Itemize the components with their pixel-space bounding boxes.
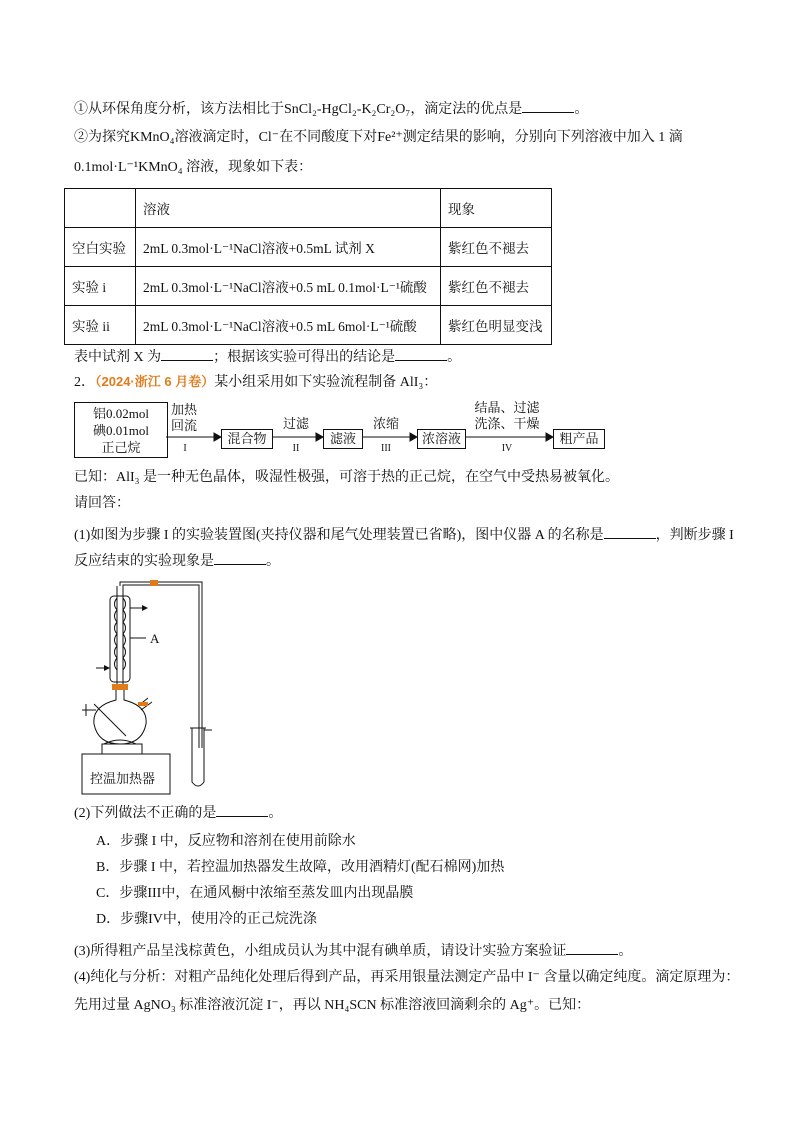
formula: Fe²⁺ bbox=[377, 130, 403, 145]
punct: 。 bbox=[268, 806, 283, 821]
table-cell: 紫红色不褪去 bbox=[441, 267, 552, 306]
table-cell: 2mL 0.3mol·L⁻¹NaCl溶液+0.5 mL 0.1mol·L⁻¹硫酸 bbox=[136, 267, 441, 306]
table-cell: 紫红色明显变浅 bbox=[441, 306, 552, 345]
sub-question-1-line-1 bbox=[74, 524, 734, 546]
formula: SnCl₂-HgCl₂-K₂Cr₂O₇ bbox=[284, 102, 411, 117]
formula: Cl⁻ bbox=[258, 130, 280, 145]
q1-text: 测定结果的影响，分别向下列溶液中加入 1 滴 bbox=[402, 130, 683, 145]
formula: KMnO₄ bbox=[130, 130, 175, 145]
flow-step-roman: IV bbox=[501, 443, 513, 454]
ask-prompt: 请回答： bbox=[74, 496, 130, 511]
table-row bbox=[65, 267, 552, 306]
table-cell: 空白实验 bbox=[65, 228, 136, 267]
flow-step-roman: I bbox=[183, 443, 187, 454]
punct: 。 bbox=[618, 944, 633, 959]
q-text: ；根据该实验可得出的结论是 bbox=[213, 350, 396, 365]
q-text: ，判断步骤 I bbox=[655, 528, 734, 543]
punct: 。 bbox=[574, 102, 589, 117]
problem-text: 某小组采用如下实验流程制备 AlI₃： bbox=[214, 375, 438, 390]
flow-box-crude-product: 粗产品 bbox=[553, 429, 605, 449]
answer-blank[interactable] bbox=[522, 98, 574, 113]
punct: 。 bbox=[447, 350, 462, 365]
q1-line-3: 0.1mol·L⁻¹KMnO₄ 溶液，现象如下表： bbox=[74, 160, 313, 175]
table-cell: 实验 ii bbox=[65, 306, 136, 345]
known-info: 已知：AlI₃ 是一种无色晶体，吸湿性极强，可溶于热的正己烷，在空气中受热易被氧化。 bbox=[74, 470, 620, 485]
q-text: (2)下列做法不正确的是 bbox=[74, 806, 217, 821]
sub-question-1-line-2 bbox=[74, 550, 280, 572]
problem-2-heading bbox=[74, 372, 437, 393]
table-cell: 实验 i bbox=[65, 267, 136, 306]
flow-start-item: 碘0.01mol bbox=[93, 423, 149, 438]
flow-step-label: 过滤 bbox=[282, 416, 309, 431]
answer-blank[interactable] bbox=[566, 940, 618, 955]
q1-text: 溶液滴定时， bbox=[174, 130, 259, 145]
table-question bbox=[74, 346, 461, 368]
table-row bbox=[65, 306, 552, 345]
table-header-cell: 溶液 bbox=[136, 189, 441, 228]
q1-line-1 bbox=[74, 98, 588, 120]
flow-box-mixture: 混合物 bbox=[221, 429, 273, 449]
table-cell: 2mL 0.3mol·L⁻¹NaCl溶液+0.5 mL 6mol·L⁻¹硫酸 bbox=[136, 306, 441, 345]
table-cell: 紫红色不褪去 bbox=[441, 228, 552, 267]
answer-blank[interactable] bbox=[214, 550, 266, 565]
option-d[interactable]: D．步骤IV中，使用冷的正己烷洗涤 bbox=[96, 912, 317, 927]
q1-line-2 bbox=[74, 128, 683, 148]
option-c[interactable]: C．步骤III中，在通风橱中浓缩至蒸发皿内出现晶膜 bbox=[96, 886, 414, 901]
answer-blank[interactable] bbox=[395, 346, 447, 361]
option-b[interactable]: B．步骤 I 中，若控温加热器发生故障，改用酒精灯(配石棉网)加热 bbox=[96, 860, 505, 875]
flow-start-item: 正己烷 bbox=[101, 440, 141, 455]
table-row bbox=[65, 228, 552, 267]
flow-step-label: 结晶、过滤洗涤、干燥 bbox=[474, 400, 540, 431]
table-header-cell: 现象 bbox=[441, 189, 552, 228]
q1-text: ①从环保角度分析，该方法相比于 bbox=[74, 102, 284, 117]
answer-blank[interactable] bbox=[161, 346, 213, 361]
flow-step-text: 加热回流 bbox=[170, 402, 197, 433]
q1-text: ，滴定法的优点是 bbox=[410, 102, 523, 117]
q-text: 表中试剂 X 为 bbox=[74, 350, 162, 365]
flow-step-roman: II bbox=[292, 443, 300, 454]
flow-step-label bbox=[170, 402, 210, 434]
sub-question-4-line-1: (4)纯化与分析：对粗产品纯化处理后得到产品，再采用银量法测定产品中 I⁻ 含量以确定纯度。滴定原理为： bbox=[74, 970, 740, 985]
sub-question-3 bbox=[74, 940, 632, 962]
q-text: 反应结束的实验现象是 bbox=[74, 554, 214, 569]
q-text: (1)如图为步骤 I 的实验装置图(夹持仪器和尾气处理装置已省略)，图中仪器 A 的名称是 bbox=[74, 528, 604, 543]
table-header-row bbox=[65, 189, 552, 228]
flow-step-label: 浓缩 bbox=[372, 416, 399, 431]
answer-blank[interactable] bbox=[604, 524, 656, 539]
flow-step-roman: III bbox=[381, 443, 391, 454]
problem-source: （2024·浙江 6 月卷） bbox=[95, 374, 215, 389]
table-header-cell bbox=[65, 189, 136, 228]
sub-question-4-line-2: 先用过量 AgNO₃ 标准溶液沉淀 I⁻，再以 NH₄SCN 标准溶液回滴剩余的 Ag⁺。已知： bbox=[74, 998, 591, 1013]
problem-number: 2． bbox=[74, 375, 95, 390]
apparatus-figure bbox=[72, 578, 232, 798]
figure-label-a: A bbox=[150, 631, 160, 646]
table-cell: 2mL 0.3mol·L⁻¹NaCl溶液+0.5mL 试剂 X bbox=[136, 228, 441, 267]
flow-arrows bbox=[0, 396, 794, 476]
q1-text: ②为探究 bbox=[74, 130, 130, 145]
option-a[interactable]: A．步骤 I 中，反应物和溶剂在使用前除水 bbox=[96, 834, 356, 849]
flow-start-item: 铝0.02mol bbox=[93, 406, 149, 421]
q-text: (3)所得粗产品呈浅棕黄色，小组成员认为其中混有碘单质，请设计实验方案验证 bbox=[74, 944, 567, 959]
q1-text: 在不同酸度下对 bbox=[279, 130, 378, 145]
flow-box-concentrate: 浓溶液 bbox=[417, 429, 466, 449]
punct: 。 bbox=[266, 554, 280, 569]
sub-question-2 bbox=[74, 802, 282, 824]
answer-blank[interactable] bbox=[216, 802, 268, 817]
heater-label: 控温加热器 bbox=[90, 771, 156, 786]
experiment-table bbox=[64, 188, 552, 345]
flow-box-filtrate: 滤液 bbox=[323, 429, 363, 449]
